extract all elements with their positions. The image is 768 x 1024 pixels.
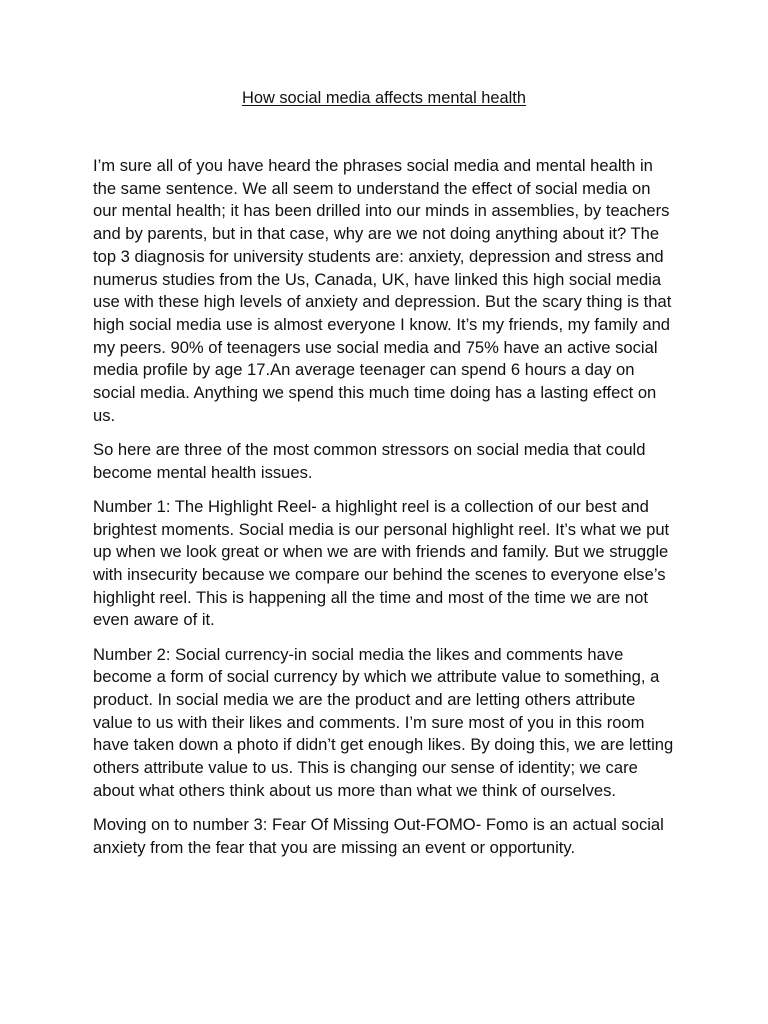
paragraph-number-3: Moving on to number 3: Fear Of Missing Out-FOMO- Fomo is an actual social anxiety from the fear that you are missing an event or opportunity.: [93, 814, 664, 857]
paragraph-number-2: Number 2: Social currency-in social media the likes and comments have become a form of social currency by which we attribute value to something, a product. In social media we are the product and are letting others attribute value to us with their likes and comments. I’m sure most of you in this room have taken down a photo if didn’t get enough likes. By doing this, we are letting others attribute value to us. This is changing our sense of identity; we care about what others think about us more than what we think of ourselves.: [93, 644, 674, 800]
paragraph-stressors-intro: So here are three of the most common stressors on social media that could become mental health issues.: [93, 439, 646, 482]
document-title: How social media affects mental health: [242, 89, 526, 107]
document-body: [93, 155, 676, 871]
paragraph-number-1: Number 1: The Highlight Reel- a highlight reel is a collection of our best and brightest moments. Social media is our personal highlight reel. It’s what we put up when we look great or when we are with friends and family. But we struggle with insecurity because we compare our behind the scenes to everyone else’s highlight reel. This is happening all the time and most of the time we are not even aware of it.: [93, 496, 670, 630]
paragraph-intro: I’m sure all of you have heard the phrases social media and mental health in the same sentence. We all seem to understand the effect of social media on our mental health; it has been drilled into our minds in assemblies, by teachers and by parents, but in that case, why are we not doing anything about it? The top 3 diagnosis for university students are: anxiety, depression and stress and numerus studies from the Us, Canada, UK, have linked this high social media use with these high levels of anxiety and depression. But the scary thing is that high social media use is almost everyone I know. It’s my friends, my family and my peers. 90% of teenagers use social media and 75% have an active social media profile by age 17.An average teenager can spend 6 hours a day on social media. Anything we spend this much time doing has a lasting effect on us.: [93, 156, 672, 425]
